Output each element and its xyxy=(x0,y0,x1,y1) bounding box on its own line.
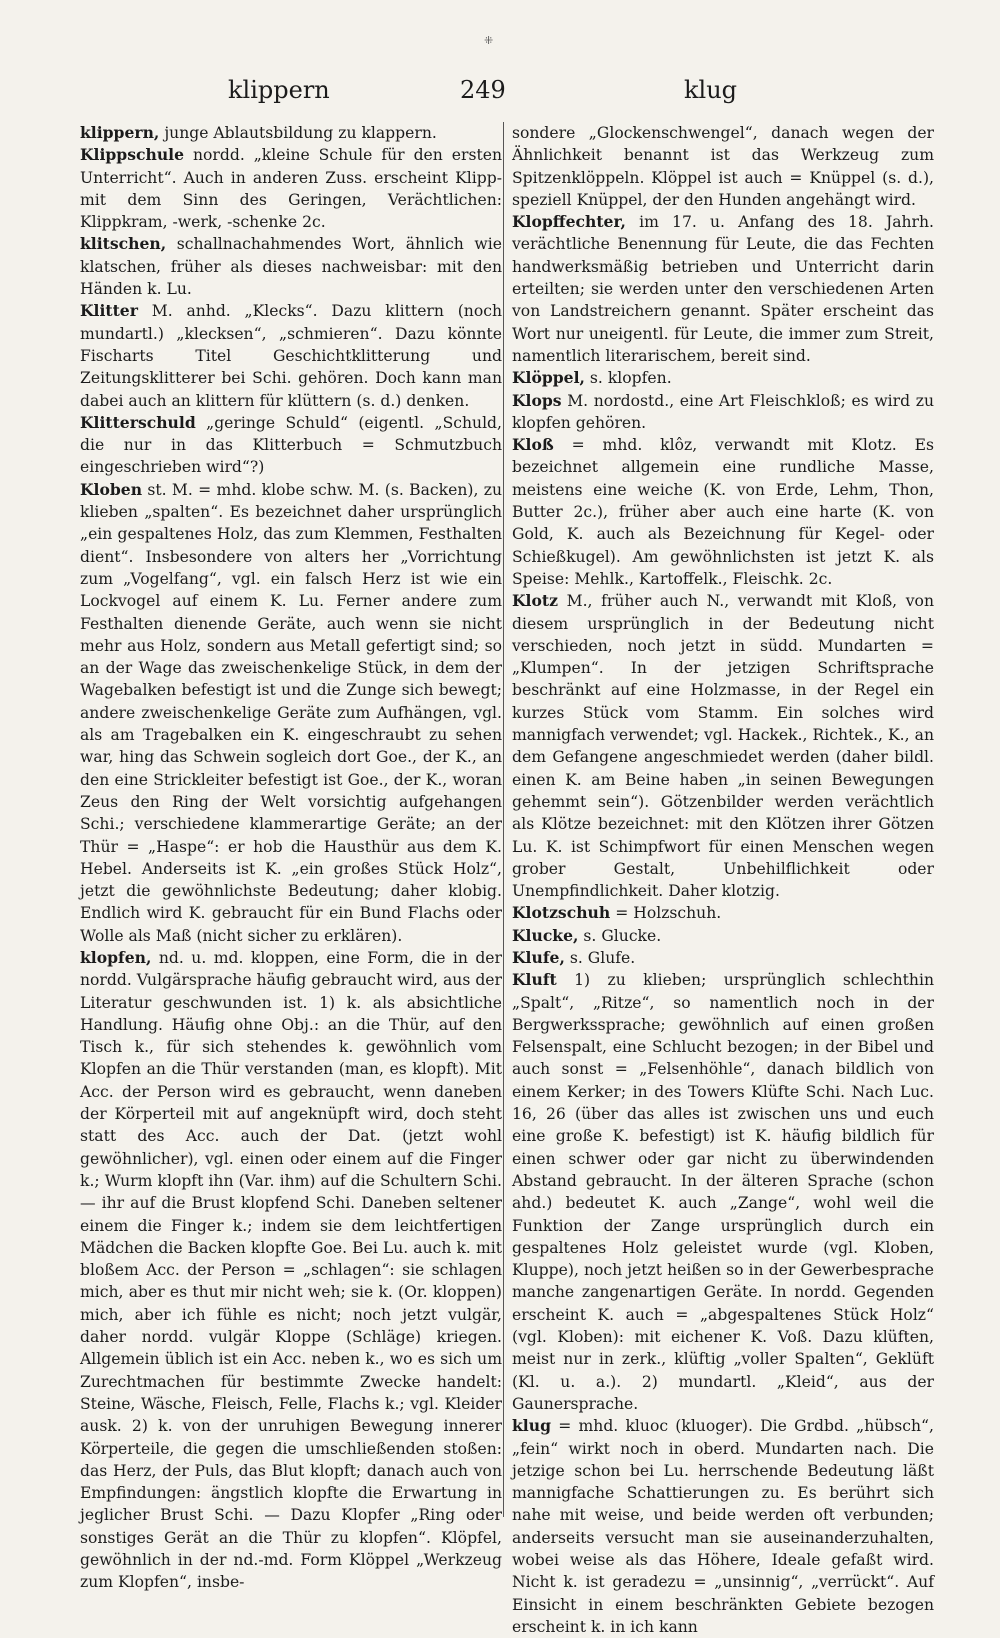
dictionary-entry xyxy=(512,211,934,367)
left-column xyxy=(80,122,502,1592)
dictionary-entry xyxy=(512,925,934,947)
page-header xyxy=(78,76,928,110)
entry-text: sondere „Glockenschwengel“, danach wegen der Ähnlichkeit benannt ist das Werkzeug zum Spitzenklöppeln. Klöppel ist auch = Knüppel (s. d.), speziell Knüppel, der den Hunden angehängt wird. xyxy=(512,124,934,209)
entry-headword: klitschen, xyxy=(80,234,167,254)
entry-text: s. klopfen. xyxy=(584,369,672,388)
entry-text: = mhd. klôz, verwandt mit Klotz. Es bezeichnet allgemein eine rundliche Masse, meistens eine weiche (K. von Erde, Lehm, Thon, Butter 2c.), früher aber auch eine harte (K. von Gold, K. auch als Bezeichnung für Kegel- oder Schießkugel). Am gewöhnlichsten ist jetzt K. als Speise: Mehlk., Kartoffelk., Fleischk. 2c. xyxy=(512,436,934,588)
entry-headword: Klucke, xyxy=(512,925,579,945)
entry-text: 1) zu klieben; ursprünglich schlechthin „Spalt“, „Ritze“, so namentlich noch in der Bergwerkssprache; gewöhnlich auf einen großen Felsenspalt, eine Schlucht bezogen; in der Bibel und auch sonst = „Felsenhöhle“, danach bildlich von einem Kerker; in des Towers Klüfte Schi. Nach Luc. 16, 26 (über das alles ist zwischen uns und euch eine große K. befestigt) ist K. häufig bildlich für einen schwer oder gar nicht zu überwindenden Abstand gebraucht. In der älteren Sprache (schon ahd.) bedeutet K. auch „Zange“, wohl weil die Funktion der Zange ursprünglich durch ein gespaltenes Holz geleistet wurde (vgl. Kloben, Kluppe), noch jetzt heißen so in der Gewerbesprache manche zangenartigen Geräte. In nordd. Gegenden erscheint K. auch = „abgespaltenes Stück Holz“ (vgl. Kloben): mit eichener K. Voß. Dazu klüften, meist nur in zerk., klüftig „voller Spalten“, Geklüft (Kl. u. a.). 2) mundartl. „Kleid“, aus der Gaunersprache. xyxy=(512,971,934,1413)
dictionary-entry xyxy=(80,300,502,411)
column-divider xyxy=(503,122,504,1517)
entry-headword: Kloben xyxy=(80,479,143,499)
entry-text: st. M. = mhd. klobe schw. M. (s. Backen), zu klieben „spalten“. Es bezeichnet daher ursprünglich „ein gespaltenes Holz, das zum Klemmen, Festhalten dient“. Insbesondere von alters her „Vorrichtung zum „Vogelfang“, vgl. ein falsch Herz ist wie ein Lockvogel auf einem K. Lu. Ferner andere zum Festhalten dienende Geräte, auch wenn sie nicht mehr aus Holz, sondern aus Metall gefertigt sind; so an der Wage das zweischenkelige Stück, in dem der Wagebalken befestigt ist und die Zunge sich bewegt; andere zweischenkelige Geräte zum Aufhängen, vgl. als am Tragebalken ein K. eingeschraubt zu sehen war, hing das Schwein sogleich dort Goe., der K., an den eine Strickleiter befestigt ist Goe., der K., woran Zeus den Ring der Welt vorsichtig aufgehangen Schi.; verschiedene klammerartige Geräte; an der Thür = „Haspe“: er hob die Hausthür aus dem K. Hebel. Anderseits ist K. „ein großes Stück Holz“, jetzt die gewöhnlichste Bedeutung; daher klobig. Endlich wird K. gebraucht für ein Bund Flachs oder Wolle als Maß (nicht sicher zu erklären). xyxy=(80,480,502,945)
entry-headword: Klotz xyxy=(512,591,558,611)
dictionary-entry xyxy=(80,412,502,479)
entry-text: = mhd. kluoc (kluoger). Die Grdbd. „hübsch“, „fein“ wirkt noch in oberd. Mundarten nach. Die jetzige schon bei Lu. herrschende Bedeutung läßt mannigfache Schattierungen zu. Es berührt sich nahe mit weise, und beide werden oft verbunden; anderseits versucht man sie auseinanderzuhalten, wobei weise als das Höhere, Ideale gefaßt wird. Nicht k. ist geradezu = „unsinnig“, „verrückt“. Auf Einsicht in einem beschränkten Gebiete bezogen erscheint k. in ich kann xyxy=(512,1417,934,1636)
dictionary-entry xyxy=(80,947,502,1594)
dictionary-entry xyxy=(512,590,934,902)
entry-text: M. nordostd., eine Art Fleischkloß; es wird zu klopfen gehören. xyxy=(512,391,934,432)
dictionary-entry xyxy=(512,390,934,435)
dictionary-entry xyxy=(80,233,502,300)
page-number: 249 xyxy=(460,76,506,104)
entry-text: schallnachahmendes Wort, ähnlich wie klatschen, früher als dieses nachweisbar: mit den Händen k. Lu. xyxy=(80,235,502,299)
entry-text: M., früher auch N., verwandt mit Kloß, von diesem ursprünglich in der Bedeutung nicht verschieden, noch jetzt in südd. Mundarten = „Klumpen“. In der jetzigen Schriftsprache beschränkt auf eine Holzmasse, in der Regel ein kurzes Stück vom Stamm. Ein solches wird mannigfach verwendet; vgl. Hackek., Richtek., K., an dem Gefangene angeschmiedet werden (daher bildl. einen K. am Beine haben „in seinen Bewegungen gehemmt sein“). Götzenbilder werden verächtlich als Klötze bezeichnet: mit den Klötzen ihrer Götzen Lu. K. ist Schimpfwort für einen Menschen wegen grober Gestalt, Unbehilflichkeit oder Unempfindlichkeit. Daher klotzig. xyxy=(512,592,934,901)
entry-text: nd. u. md. kloppen, eine Form, die in der nordd. Vulgärsprache häufig gebraucht wird, aus der Literatur geschwunden ist. 1) k. als absichtliche Handlung. Häufig ohne Obj.: an die Thür, auf den Tisch k., für sich stehendes k. gewöhnlich vom Klopfen an die Thür verstanden (man, es klopft). Mit Acc. der Person wird es gebraucht, wenn daneben der Körperteil mit auf angeknüpft wird, doch steht statt des Acc. auch der Dat. (jetzt wohl gewöhnlicher), vgl. einen oder einem auf die Finger k.; Wurm klopft ihn (Var. ihm) auf die Schultern Schi. — ihr auf die Brust klopfend Schi. Daneben seltener einem die Finger k.; indem sie dem leichtfertigen Mädchen die Backen klopfte Goe. Bei Lu. auch k. mit bloßem Acc. der Person = „schlagen“: sie schlagen mich, aber es thut mir nicht weh; sie k. (Or. kloppen) mich, aber ich fühle es nicht; noch jetzt vulgär, daher nordd. vulgär Kloppe (Schläge) kriegen. Allgemein üblich ist ein Acc. neben k., wo es sich um Zurechtmachen für bestimmte Zwecke handelt: Steine, Wäsche, Fleisch, Felle, Flachs k.; vgl. Kleider ausk. 2) k. von der unruhigen Bewegung innerer Körperteile, die gegen die umschließenden stoßen: das Herz, der Puls, das Blut klopft; danach auch von Empfindungen: ängstlich klopfte die Erwartung in jeglicher Brust Schi. — Dazu Klopfer „Ring oder sonstiges Gerät an die Thür zu klopfen“. Klöpfel, gewöhnlich in der nd.-md. Form Klöppel „Werkzeug zum Klopfen“, insbe- xyxy=(80,948,502,1592)
dictionary-entry xyxy=(512,122,934,211)
entry-headword: klopfen, xyxy=(80,947,152,967)
entry-headword: Klitter xyxy=(80,301,138,321)
entry-headword: klippern, xyxy=(80,123,160,142)
page-mark: ⁜ xyxy=(484,34,494,47)
dictionary-entry xyxy=(512,902,934,924)
header-right-guideword: klug xyxy=(684,76,738,104)
dictionary-entry xyxy=(512,947,934,969)
right-column xyxy=(512,122,934,1636)
dictionary-entry xyxy=(80,122,502,144)
entry-headword: Klippschule xyxy=(80,145,185,165)
dictionary-entry xyxy=(512,1415,934,1638)
entry-text: s. Glufe. xyxy=(564,948,636,967)
dictionary-entry xyxy=(512,969,934,1415)
entry-headword: Klopffechter, xyxy=(512,212,626,232)
dictionary-entry xyxy=(80,144,502,233)
entry-text: M. anhd. „Klecks“. Dazu klittern (noch mundartl.) „klecksen“, „schmieren“. Dazu könnte Fischarts Titel Geschichtklitterung und Zeitungsklitterer bei Schi. gehören. Doch kann man dabei auch an klittern für klüttern (s. d.) denken. xyxy=(80,302,502,410)
entry-headword: Klöppel, xyxy=(512,368,585,388)
entry-text: junge Ablautsbildung zu klappern. xyxy=(159,124,437,142)
header-left-guideword: klippern xyxy=(228,76,330,104)
entry-text: nordd. „kleine Schule für den ersten Unterricht“. Auch in anderen Zuss. erscheint Klipp- mit dem Sinn des Geringen, Verächtlichen: Klippkram, -werk, -schenke 2c. xyxy=(80,146,502,232)
entry-headword: klug xyxy=(512,1416,551,1436)
entry-headword: Klops xyxy=(512,390,562,410)
dictionary-entry xyxy=(80,479,502,947)
entry-headword: Klufe, xyxy=(512,947,565,967)
entry-headword: Kloß xyxy=(512,435,554,455)
entry-text: „geringe Schuld“ (eigentl. „Schuld, die nur in das Klitterbuch = Schmutzbuch eingeschrieben wird“?) xyxy=(80,413,502,477)
entry-text: = Holzschuh. xyxy=(610,904,722,923)
dictionary-entry xyxy=(512,367,934,389)
entry-headword: Klitterschuld xyxy=(80,412,196,432)
entry-text: im 17. u. Anfang des 18. Jahrh. verächtliche Benennung für Leute, die das Fechten handwerksmäßig betrieben und Unterricht darin erteilten; sie werden unter den verschiedenen Arten von Landstreichern genannt. Später erscheint das Wort nur uneigentl. für Leute, die immer zum Streit, namentlich literarischem, bereit sind. xyxy=(512,213,934,365)
dictionary-entry xyxy=(512,434,934,590)
entry-headword: Klotzschuh xyxy=(512,903,611,923)
entry-text: s. Glucke. xyxy=(578,926,662,945)
entry-headword: Kluft xyxy=(512,970,557,990)
